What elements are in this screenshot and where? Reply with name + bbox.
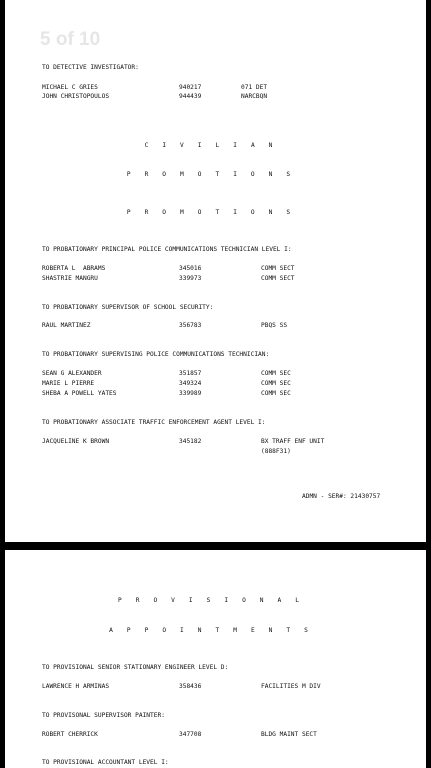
list-item-command: COMM SEC <box>261 380 291 387</box>
page-counter: 5 of 10 <box>40 29 101 50</box>
list-item-id: 345016 <box>179 265 202 272</box>
document-page-1 <box>5 0 426 542</box>
list-item-id: 339973 <box>179 275 202 282</box>
list-item-command: COMM SEC <box>261 370 291 377</box>
list-item-command: COMM SECT <box>261 265 295 272</box>
section-heading: TO PROVISIONAL SENIOR STATIONARY ENGINEER LEVEL D: <box>42 664 229 671</box>
list-item-id: 349324 <box>179 380 202 387</box>
section-heading: TO PROVISIONAL ACCOUNTANT LEVEL I: <box>42 759 169 766</box>
list-item-command: COMM SEC <box>261 390 291 397</box>
list-item-id: 347708 <box>179 731 202 738</box>
document-page-2 <box>5 550 426 768</box>
list-item-command: PBQS SS <box>261 322 288 329</box>
section-heading: TO PROBATIONARY PRINCIPAL POLICE COMMUNICATIONS TECHNICIAN LEVEL I: <box>42 246 292 253</box>
list-item-id: 339989 <box>179 390 202 397</box>
list-item-command: NARCBQN <box>241 93 268 100</box>
list-item-name: ROBERT CHERRICK <box>42 731 98 738</box>
list-item-id: 351857 <box>179 370 202 377</box>
list-item-name: JACQUELINE K BROWN <box>42 438 110 445</box>
list-item-name: MARIE L PIERRE <box>42 380 95 387</box>
list-item-command: 071 DET <box>241 84 268 91</box>
list-item-id: 940217 <box>179 84 202 91</box>
provisional-heading: PROVISIONAL <box>118 597 313 604</box>
list-item-command-code: (888F31) <box>261 448 291 455</box>
list-item-command: BLDG MAINT SECT <box>261 731 317 738</box>
section-heading: TO PROVISONAL SUPERVISOR PAINTER: <box>42 712 165 719</box>
list-item-name: ROBERTA L ABRAMS <box>42 265 106 272</box>
list-item-name: MICHAEL C GRIES <box>42 84 98 91</box>
promotions-heading: PROMOTIONS <box>126 209 305 216</box>
appointments-heading: APPOINTMENTS <box>109 627 322 634</box>
list-item-command: COMM SECT <box>261 275 295 282</box>
list-item-id: 356783 <box>179 322 202 329</box>
promotions-heading: PROMOTIONS <box>126 171 305 178</box>
list-item-name: SHEBA A POWELL YATES <box>42 390 117 397</box>
section-heading: TO PROBATIONARY SUPERVISOR OF SCHOOL SECURITY: <box>42 304 214 311</box>
list-item-id: 944439 <box>179 93 202 100</box>
section-heading: TO PROBATIONARY SUPERVISING POLICE COMMUNICATIONS TECHNICIAN: <box>42 351 270 358</box>
list-item-name: SEAN G ALEXANDER <box>42 370 102 377</box>
list-item-command: FACILITIES M DIV <box>261 683 321 690</box>
civilian-heading: CIVILIAN <box>144 142 287 149</box>
section-heading: TO PROBATIONARY ASSOCIATE TRAFFIC ENFORCEMENT AGENT LEVEL I: <box>42 419 266 426</box>
list-item-name: JOHN CHRISTOPOULOS <box>42 93 110 100</box>
list-item-name: RAUL MARTINEZ <box>42 322 91 329</box>
list-item-name: LAWRENCE H ARMINAS <box>42 683 110 690</box>
list-item-id: 345182 <box>179 438 202 445</box>
serial-footer: ADMN - SER#: 21430757 <box>302 493 381 500</box>
list-item-command: BX TRAFF ENF UNIT <box>261 438 325 445</box>
detective-section-heading: TO DETECTIVE INVESTIGATOR: <box>42 64 139 71</box>
list-item-name: SHASTRIE MANGRU <box>42 275 98 282</box>
list-item-id: 358436 <box>179 683 202 690</box>
